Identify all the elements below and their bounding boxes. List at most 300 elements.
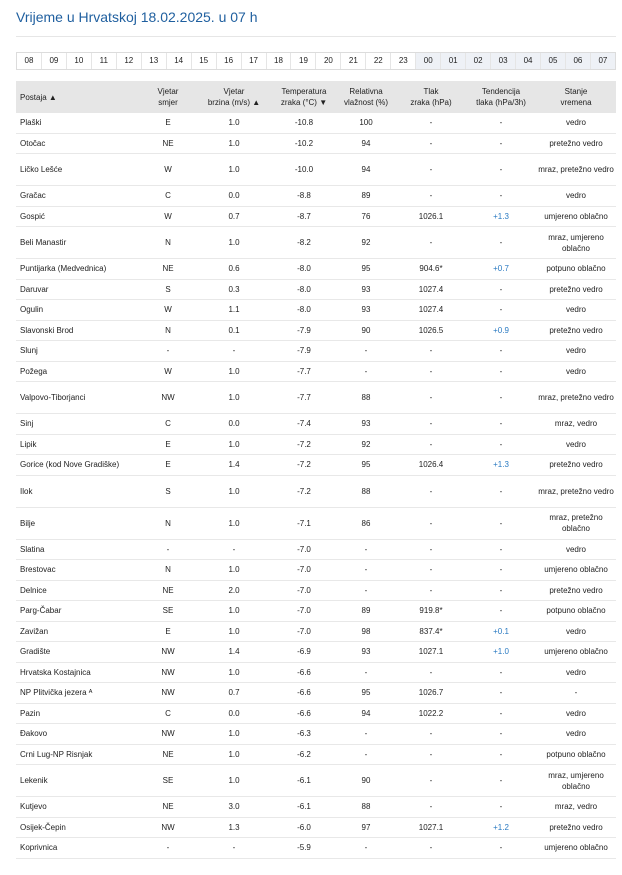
cell-station-name: Parg-Čabar <box>16 601 140 622</box>
cell-humidity: - <box>336 539 396 560</box>
cell-pressure: - <box>396 133 466 154</box>
col-header-weather-state[interactable]: Stanje vremena <box>560 87 592 107</box>
cell-wind-speed: 1.1 <box>196 300 272 321</box>
cell-pressure: 919.8* <box>396 601 466 622</box>
cell-temperature: -7.7 <box>272 382 336 414</box>
cell-station-name: Ličko Lešće <box>16 154 140 186</box>
cell-weather-state: pretežno vedro <box>536 320 616 341</box>
weather-table <box>16 81 616 859</box>
cell-weather-state: pretežno vedro <box>536 133 616 154</box>
hour-tab-01[interactable]: 01 <box>441 53 466 69</box>
cell-wind-direction: W <box>140 206 196 227</box>
table-row <box>16 320 616 341</box>
cell-humidity: - <box>336 838 396 859</box>
cell-pressure-tendency: +1.2 <box>466 817 536 838</box>
cell-humidity: 76 <box>336 206 396 227</box>
table-row <box>16 724 616 745</box>
hour-tab-16[interactable]: 16 <box>217 53 242 69</box>
cell-wind-speed: 1.0 <box>196 662 272 683</box>
hour-tab-18[interactable]: 18 <box>267 53 292 69</box>
cell-temperature: -8.0 <box>272 279 336 300</box>
col-header-pressure-tendency[interactable]: Tendencija tlaka (hPa/3h) <box>476 87 526 107</box>
cell-wind-direction: NE <box>140 259 196 280</box>
cell-temperature: -7.1 <box>272 507 336 539</box>
cell-weather-state: vedro <box>536 361 616 382</box>
cell-wind-speed: 1.0 <box>196 113 272 133</box>
cell-pressure: - <box>396 227 466 259</box>
cell-wind-speed: 0.3 <box>196 279 272 300</box>
hour-tab-14[interactable]: 14 <box>167 53 192 69</box>
table-header-row <box>16 81 616 113</box>
cell-pressure: 1026.4 <box>396 455 466 476</box>
cell-wind-direction: - <box>140 838 196 859</box>
cell-wind-direction: E <box>140 455 196 476</box>
cell-pressure: - <box>396 434 466 455</box>
cell-station-name: Hrvatska Kostajnica <box>16 662 140 683</box>
cell-pressure: 1022.2 <box>396 703 466 724</box>
table-row <box>16 507 616 539</box>
cell-wind-speed: 1.0 <box>196 724 272 745</box>
hour-tab-20[interactable]: 20 <box>316 53 341 69</box>
cell-temperature: -6.6 <box>272 683 336 704</box>
cell-wind-direction: C <box>140 703 196 724</box>
cell-temperature: -6.9 <box>272 642 336 663</box>
cell-wind-direction: - <box>140 341 196 362</box>
cell-temperature: -7.9 <box>272 320 336 341</box>
cell-station-name: Osijek-Čepin <box>16 817 140 838</box>
cell-pressure-tendency: - <box>466 539 536 560</box>
cell-wind-direction: SE <box>140 601 196 622</box>
cell-temperature: -8.0 <box>272 259 336 280</box>
table-row <box>16 414 616 435</box>
cell-pressure: - <box>396 186 466 207</box>
cell-wind-direction: N <box>140 560 196 581</box>
cell-weather-state: mraz, vedro <box>536 414 616 435</box>
cell-weather-state: potpuno oblačno <box>536 744 616 765</box>
hour-tab-08[interactable]: 08 <box>17 53 42 69</box>
cell-pressure-tendency: - <box>466 765 536 797</box>
cell-station-name: Daruvar <box>16 279 140 300</box>
cell-pressure: - <box>396 154 466 186</box>
cell-pressure: 1026.1 <box>396 206 466 227</box>
table-row <box>16 113 616 133</box>
cell-weather-state: mraz, pretežno vedro <box>536 382 616 414</box>
table-row <box>16 560 616 581</box>
table-row <box>16 683 616 704</box>
cell-wind-speed: 0.7 <box>196 683 272 704</box>
cell-humidity: 93 <box>336 300 396 321</box>
table-row <box>16 765 616 797</box>
cell-pressure-tendency: - <box>466 382 536 414</box>
cell-weather-state: vedro <box>536 724 616 745</box>
cell-pressure-tendency: - <box>466 414 536 435</box>
page-title: Vrijeme u Hrvatskoj 18.02.2025. u 07 h <box>16 9 258 25</box>
cell-pressure-tendency: - <box>466 133 536 154</box>
cell-temperature: -7.0 <box>272 621 336 642</box>
cell-temperature: -8.8 <box>272 186 336 207</box>
cell-temperature: -6.1 <box>272 797 336 818</box>
cell-humidity: 97 <box>336 817 396 838</box>
cell-wind-speed: 1.0 <box>196 361 272 382</box>
cell-pressure: - <box>396 797 466 818</box>
hour-tab-00[interactable]: 00 <box>416 53 441 69</box>
cell-wind-direction: NE <box>140 797 196 818</box>
page-container <box>16 8 616 859</box>
cell-weather-state: potpuno oblačno <box>536 259 616 280</box>
table-row <box>16 601 616 622</box>
cell-humidity: 94 <box>336 154 396 186</box>
cell-temperature: -7.0 <box>272 560 336 581</box>
cell-wind-speed: 0.6 <box>196 259 272 280</box>
cell-wind-speed: 1.0 <box>196 601 272 622</box>
cell-wind-direction: C <box>140 186 196 207</box>
cell-temperature: -7.2 <box>272 475 336 507</box>
cell-pressure: 1027.4 <box>396 300 466 321</box>
cell-weather-state: pretežno vedro <box>536 279 616 300</box>
title-divider <box>16 36 616 37</box>
cell-station-name: NP Plitvička jezera ᴬ <box>16 683 140 704</box>
cell-humidity: - <box>336 744 396 765</box>
hour-tab-09[interactable]: 09 <box>42 53 67 69</box>
cell-humidity: - <box>336 724 396 745</box>
cell-weather-state: mraz, umjereno oblačno <box>536 765 616 797</box>
cell-temperature: -6.6 <box>272 662 336 683</box>
cell-wind-speed: 1.0 <box>196 621 272 642</box>
cell-wind-speed: 1.4 <box>196 642 272 663</box>
cell-pressure: - <box>396 765 466 797</box>
cell-wind-direction: NE <box>140 133 196 154</box>
cell-station-name: Otočac <box>16 133 140 154</box>
col-header-station[interactable]: Postaja ▲ <box>20 92 57 102</box>
cell-station-name: Valpovo-Tiborjanci <box>16 382 140 414</box>
cell-wind-speed: 1.0 <box>196 434 272 455</box>
cell-temperature: -10.0 <box>272 154 336 186</box>
table-row <box>16 703 616 724</box>
cell-station-name: Pazin <box>16 703 140 724</box>
cell-pressure-tendency: - <box>466 580 536 601</box>
cell-humidity: 95 <box>336 455 396 476</box>
cell-pressure-tendency: - <box>466 434 536 455</box>
cell-pressure-tendency: - <box>466 186 536 207</box>
cell-pressure: - <box>396 414 466 435</box>
cell-pressure: - <box>396 475 466 507</box>
table-row <box>16 154 616 186</box>
hour-tab-04[interactable]: 04 <box>516 53 541 69</box>
hour-tab-12[interactable]: 12 <box>117 53 142 69</box>
cell-station-name: Delnice <box>16 580 140 601</box>
cell-pressure: - <box>396 662 466 683</box>
col-header-wind-direction[interactable]: Vjetar smjer <box>157 87 179 107</box>
table-row <box>16 744 616 765</box>
cell-weather-state: pretežno vedro <box>536 455 616 476</box>
cell-station-name: Đakovo <box>16 724 140 745</box>
cell-pressure-tendency: +1.3 <box>466 455 536 476</box>
cell-weather-state: vedro <box>536 113 616 133</box>
cell-pressure: 1027.1 <box>396 642 466 663</box>
cell-humidity: - <box>336 580 396 601</box>
cell-weather-state: vedro <box>536 662 616 683</box>
cell-pressure-tendency: +0.1 <box>466 621 536 642</box>
cell-station-name: Plaški <box>16 113 140 133</box>
cell-weather-state: vedro <box>536 539 616 560</box>
cell-temperature: -8.0 <box>272 300 336 321</box>
cell-weather-state: mraz, umjereno oblačno <box>536 227 616 259</box>
hour-tab-15[interactable]: 15 <box>192 53 217 69</box>
cell-weather-state: umjereno oblačno <box>536 642 616 663</box>
cell-pressure: - <box>396 539 466 560</box>
cell-pressure-tendency: - <box>466 154 536 186</box>
cell-wind-speed: 0.1 <box>196 320 272 341</box>
cell-pressure-tendency: - <box>466 361 536 382</box>
cell-weather-state: potpuno oblačno <box>536 601 616 622</box>
hour-tab-10[interactable]: 10 <box>67 53 92 69</box>
cell-station-name: Kutjevo <box>16 797 140 818</box>
cell-pressure-tendency: - <box>466 507 536 539</box>
cell-pressure: - <box>396 507 466 539</box>
cell-pressure-tendency: - <box>466 703 536 724</box>
cell-temperature: -6.1 <box>272 765 336 797</box>
cell-wind-direction: NW <box>140 382 196 414</box>
cell-pressure-tendency: - <box>466 601 536 622</box>
cell-station-name: Ilok <box>16 475 140 507</box>
cell-pressure: 1026.7 <box>396 683 466 704</box>
hour-tab-23[interactable]: 23 <box>391 53 416 69</box>
cell-humidity: 93 <box>336 642 396 663</box>
hour-tab-07[interactable]: 07 <box>591 53 615 69</box>
cell-weather-state: vedro <box>536 186 616 207</box>
cell-humidity: 90 <box>336 320 396 341</box>
cell-wind-speed: 0.0 <box>196 703 272 724</box>
cell-station-name: Puntijarka (Medvednica) <box>16 259 140 280</box>
table-row <box>16 475 616 507</box>
col-header-wind-speed[interactable]: Vjetar brzina (m/s) ▲ <box>207 87 261 107</box>
cell-temperature: -5.9 <box>272 838 336 859</box>
cell-temperature: -10.2 <box>272 133 336 154</box>
cell-pressure: 837.4* <box>396 621 466 642</box>
cell-humidity: 89 <box>336 186 396 207</box>
cell-pressure: 1026.5 <box>396 320 466 341</box>
cell-station-name: Slunj <box>16 341 140 362</box>
cell-pressure-tendency: - <box>466 662 536 683</box>
cell-wind-speed: 1.0 <box>196 154 272 186</box>
cell-pressure: - <box>396 113 466 133</box>
table-row <box>16 797 616 818</box>
cell-temperature: -7.2 <box>272 455 336 476</box>
cell-pressure-tendency: - <box>466 724 536 745</box>
cell-temperature: -7.2 <box>272 434 336 455</box>
cell-wind-direction: - <box>140 539 196 560</box>
cell-station-name: Beli Manastir <box>16 227 140 259</box>
table-body <box>16 113 616 858</box>
table-row <box>16 227 616 259</box>
cell-wind-speed: 3.0 <box>196 797 272 818</box>
cell-weather-state: mraz, vedro <box>536 797 616 818</box>
hour-tab-03[interactable]: 03 <box>491 53 516 69</box>
cell-station-name: Slatina <box>16 539 140 560</box>
cell-wind-direction: E <box>140 113 196 133</box>
cell-pressure-tendency: - <box>466 683 536 704</box>
cell-pressure-tendency: - <box>466 300 536 321</box>
table-row <box>16 133 616 154</box>
table-row <box>16 642 616 663</box>
table-row <box>16 279 616 300</box>
cell-wind-direction: NW <box>140 683 196 704</box>
cell-temperature: -6.2 <box>272 744 336 765</box>
cell-wind-direction: NE <box>140 744 196 765</box>
cell-pressure-tendency: - <box>466 113 536 133</box>
cell-wind-direction: NE <box>140 580 196 601</box>
cell-pressure: - <box>396 724 466 745</box>
table-row <box>16 382 616 414</box>
cell-wind-direction: NW <box>140 642 196 663</box>
cell-temperature: -8.7 <box>272 206 336 227</box>
cell-station-name: Gradište <box>16 642 140 663</box>
table-row <box>16 662 616 683</box>
cell-weather-state: vedro <box>536 300 616 321</box>
cell-weather-state: pretežno vedro <box>536 580 616 601</box>
cell-humidity: 88 <box>336 475 396 507</box>
cell-pressure: 1027.1 <box>396 817 466 838</box>
cell-wind-speed: 1.0 <box>196 507 272 539</box>
cell-humidity: 89 <box>336 601 396 622</box>
cell-station-name: Zavižan <box>16 621 140 642</box>
cell-humidity: 100 <box>336 113 396 133</box>
cell-wind-speed: 1.0 <box>196 744 272 765</box>
cell-wind-speed: 1.0 <box>196 227 272 259</box>
hour-tab-11[interactable]: 11 <box>92 53 117 69</box>
hour-tab-22[interactable]: 22 <box>366 53 391 69</box>
cell-station-name: Sinj <box>16 414 140 435</box>
cell-weather-state: vedro <box>536 341 616 362</box>
cell-pressure-tendency: +1.3 <box>466 206 536 227</box>
cell-wind-direction: NW <box>140 662 196 683</box>
hour-tab-05[interactable]: 05 <box>541 53 566 69</box>
cell-temperature: -6.3 <box>272 724 336 745</box>
table-row <box>16 259 616 280</box>
cell-temperature: -7.4 <box>272 414 336 435</box>
cell-pressure: - <box>396 838 466 859</box>
cell-wind-direction: NW <box>140 724 196 745</box>
cell-weather-state: umjereno oblačno <box>536 838 616 859</box>
cell-station-name: Bilje <box>16 507 140 539</box>
table-row <box>16 206 616 227</box>
cell-pressure-tendency: - <box>466 797 536 818</box>
hour-tab-06[interactable]: 06 <box>566 53 591 69</box>
cell-station-name: Gospić <box>16 206 140 227</box>
hour-tab-21[interactable]: 21 <box>341 53 366 69</box>
cell-weather-state: - <box>536 683 616 704</box>
cell-weather-state: vedro <box>536 434 616 455</box>
cell-weather-state: umjereno oblačno <box>536 206 616 227</box>
cell-pressure-tendency: - <box>466 744 536 765</box>
cell-humidity: - <box>336 361 396 382</box>
cell-station-name: Požega <box>16 361 140 382</box>
table-row <box>16 186 616 207</box>
col-header-pressure[interactable]: Tlak zraka (hPa) <box>410 87 452 107</box>
col-header-humidity[interactable]: Relativna vlažnost (%) <box>343 87 388 107</box>
cell-weather-state: mraz, pretežno vedro <box>536 475 616 507</box>
cell-weather-state: umjereno oblačno <box>536 560 616 581</box>
table-row <box>16 455 616 476</box>
cell-weather-state: vedro <box>536 703 616 724</box>
cell-humidity: 92 <box>336 227 396 259</box>
cell-station-name: Slavonski Brod <box>16 320 140 341</box>
cell-humidity: 88 <box>336 382 396 414</box>
cell-wind-direction: N <box>140 227 196 259</box>
cell-wind-speed: 1.0 <box>196 133 272 154</box>
cell-wind-speed: - <box>196 838 272 859</box>
cell-wind-direction: W <box>140 300 196 321</box>
cell-wind-direction: E <box>140 434 196 455</box>
cell-humidity: 95 <box>336 683 396 704</box>
cell-wind-speed: 0.0 <box>196 186 272 207</box>
hour-tab-19[interactable]: 19 <box>291 53 316 69</box>
cell-wind-speed: 1.3 <box>196 817 272 838</box>
cell-station-name: Koprivnica <box>16 838 140 859</box>
table-row <box>16 434 616 455</box>
cell-weather-state: mraz, pretežno vedro <box>536 154 616 186</box>
table-row <box>16 580 616 601</box>
hour-selector <box>16 52 616 70</box>
cell-humidity: 93 <box>336 279 396 300</box>
cell-pressure: - <box>396 382 466 414</box>
cell-wind-direction: W <box>140 154 196 186</box>
cell-temperature: -7.0 <box>272 539 336 560</box>
cell-station-name: Ogulin <box>16 300 140 321</box>
cell-weather-state: pretežno vedro <box>536 817 616 838</box>
cell-pressure-tendency: - <box>466 838 536 859</box>
cell-humidity: 98 <box>336 621 396 642</box>
cell-humidity: - <box>336 341 396 362</box>
cell-pressure-tendency: - <box>466 279 536 300</box>
cell-wind-speed: 1.0 <box>196 382 272 414</box>
cell-station-name: Crni Lug-NP Risnjak <box>16 744 140 765</box>
cell-temperature: -7.9 <box>272 341 336 362</box>
table-row <box>16 300 616 321</box>
table-row <box>16 838 616 859</box>
cell-pressure: 1027.4 <box>396 279 466 300</box>
col-header-temperature[interactable]: Temperatura zraka (°C) ▼ <box>280 87 328 107</box>
cell-weather-state: vedro <box>536 621 616 642</box>
cell-humidity: 88 <box>336 797 396 818</box>
hour-tab-02[interactable]: 02 <box>466 53 491 69</box>
cell-wind-direction: N <box>140 320 196 341</box>
cell-wind-speed: 0.7 <box>196 206 272 227</box>
hour-tab-13[interactable]: 13 <box>142 53 167 69</box>
cell-wind-direction: N <box>140 507 196 539</box>
cell-pressure: - <box>396 361 466 382</box>
cell-station-name: Lipik <box>16 434 140 455</box>
cell-humidity: - <box>336 662 396 683</box>
cell-wind-direction: SE <box>140 765 196 797</box>
cell-pressure-tendency: +0.7 <box>466 259 536 280</box>
cell-pressure: - <box>396 560 466 581</box>
cell-temperature: -7.7 <box>272 361 336 382</box>
cell-pressure-tendency: - <box>466 227 536 259</box>
cell-humidity: 93 <box>336 414 396 435</box>
cell-humidity: - <box>336 560 396 581</box>
cell-wind-speed: - <box>196 539 272 560</box>
cell-wind-direction: NW <box>140 817 196 838</box>
cell-wind-speed: 2.0 <box>196 580 272 601</box>
cell-humidity: 94 <box>336 703 396 724</box>
table-row <box>16 621 616 642</box>
cell-wind-direction: C <box>140 414 196 435</box>
cell-pressure: - <box>396 341 466 362</box>
cell-wind-direction: S <box>140 279 196 300</box>
hour-tab-17[interactable]: 17 <box>242 53 267 69</box>
cell-wind-speed: 1.0 <box>196 765 272 797</box>
